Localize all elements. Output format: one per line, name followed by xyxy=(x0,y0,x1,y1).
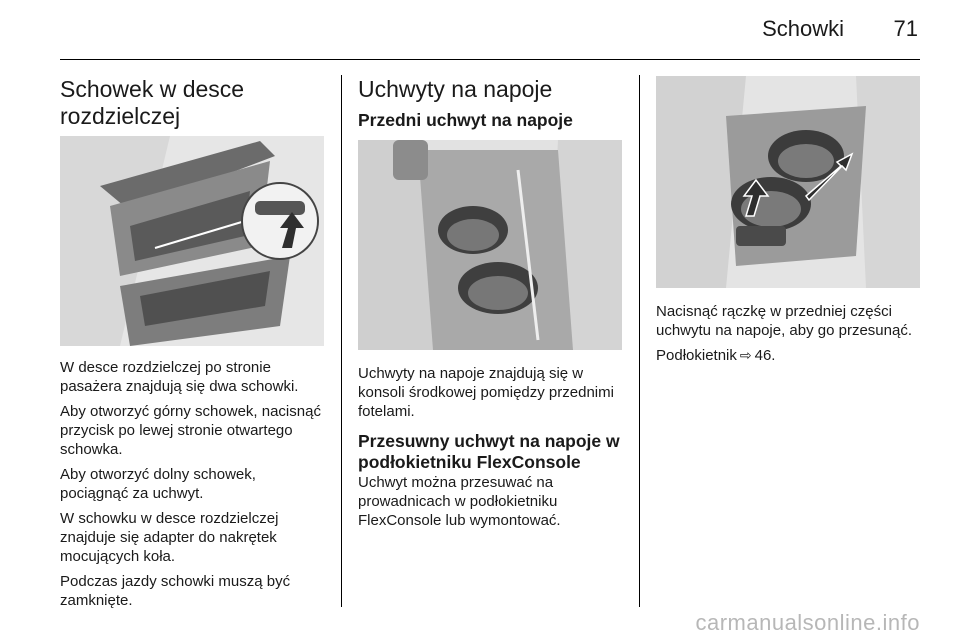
page-header-title: Schowki xyxy=(762,16,844,41)
front-cupholder-illustration xyxy=(358,140,622,350)
section-heading: Schowek w desce rozdzielczej xyxy=(60,76,245,129)
glovebox-illustration xyxy=(60,136,324,346)
column-divider xyxy=(341,75,342,607)
paragraph: Uchwyty na napoje znajdują się w konsoli środkowej pomiędzy przednimi fotelami. xyxy=(358,365,614,420)
section-heading: Uchwyty na napoje xyxy=(358,76,553,102)
flexconsole-cupholder-illustration xyxy=(656,76,920,288)
column-glovebox xyxy=(60,76,324,616)
column-divider xyxy=(639,75,640,607)
subsection-heading: Przesuwny uchwyt na napoje w podłokietniku FlexConsole xyxy=(358,431,620,472)
paragraph: Podczas jazdy schowki muszą być zamknięte. xyxy=(60,573,291,609)
column-flexconsole xyxy=(656,76,920,371)
cross-reference-label: Podłokietnik xyxy=(656,347,737,364)
paragraph: Aby otworzyć górny schowek, nacisnąć przycisk po lewej stronie otwartego schowka. xyxy=(60,403,321,458)
watermark: carmanualsonline.info xyxy=(695,610,920,635)
cross-reference-page: 46. xyxy=(754,347,776,364)
paragraph: Aby otworzyć dolny schowek, pociągnąć za uchwyt. xyxy=(60,466,256,502)
reference-arrow-icon: ⇨ xyxy=(739,347,752,363)
column-cupholders xyxy=(358,76,624,536)
cross-reference xyxy=(656,346,920,365)
paragraph: W schowku w desce rozdzielczej znajduje się adapter do nakrętek mocujących koła. xyxy=(60,510,279,565)
paragraph: Uchwyt można przesuwać na prowadnicach w podłokietniku FlexConsole lub wymontować. xyxy=(358,474,561,529)
subsection-heading: Przedni uchwyt na napoje xyxy=(358,110,573,130)
paragraph: W desce rozdzielczej po stronie pasażera znajdują się dwa schowki. xyxy=(60,359,299,395)
header-rule xyxy=(60,59,920,60)
paragraph: Nacisnąć rączkę w przedniej części uchwytu na napoje, aby go przesunąć. xyxy=(656,303,913,339)
page-number: 71 xyxy=(893,16,918,41)
